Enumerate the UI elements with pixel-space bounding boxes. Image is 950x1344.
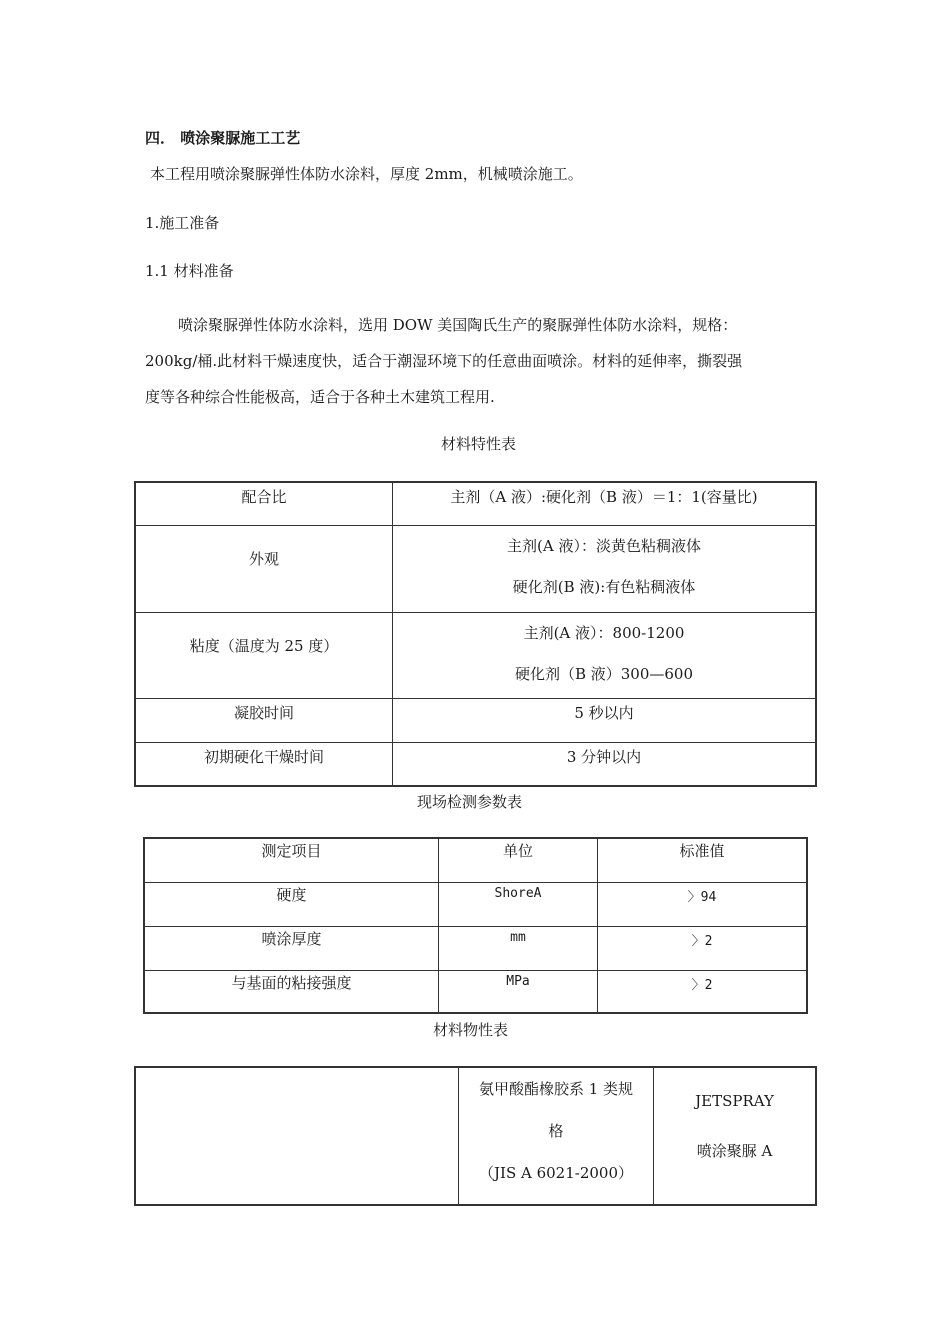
table-cell: 〉2 (598, 926, 808, 970)
table-cell (459, 1067, 654, 1205)
table-cell: 〉94 (598, 882, 808, 926)
table1-caption: 材料特性表 (441, 435, 517, 453)
table-cell: mm (439, 926, 598, 970)
table-row (144, 970, 807, 1013)
paragraph-line-2: 200kg/桶.此材料干燥速度快，适合于潮湿环境下的任意曲面喷涂。材料的延伸率，撕裂强 (145, 352, 743, 370)
material-paragraph (145, 307, 810, 415)
table-header: 单位 (439, 838, 598, 882)
table-cell: 外观 (135, 525, 393, 612)
paragraph-line-1: 喷涂聚脲弹性体防水涂料，选用 DOW 美国陶氏生产的聚脲弹性体防水涂料，规格： (178, 316, 738, 334)
table-header: 标准值 (598, 838, 808, 882)
intro-text: 本工程用喷涂聚脲弹性体防水涂料，厚度 2mm，机械喷涂施工。 (150, 165, 583, 183)
field-test-table (143, 837, 808, 1014)
table-cell: MPa (439, 970, 598, 1013)
table-cell: 〉2 (598, 970, 808, 1013)
cell-line: 喷涂聚脲 A (696, 1142, 773, 1160)
table-row (135, 525, 816, 612)
table-cell (393, 612, 817, 698)
section-1-title: 1.施工准备 (145, 214, 220, 232)
cell-line: 氨甲酸酯橡胶系 1 类规 (478, 1080, 634, 1098)
cell-line: （JIS A 6021-2000） (479, 1164, 633, 1182)
table-row (135, 1067, 816, 1205)
table-cell: 主剂（A 液）:硬化剂（B 液）＝1：1(容量比) (393, 482, 817, 525)
table-row (144, 882, 807, 926)
table-cell (654, 1067, 817, 1205)
table-cell: 凝胶时间 (135, 698, 393, 742)
table-cell: 3 分钟以内 (393, 742, 817, 786)
table-cell: 5 秒以内 (393, 698, 817, 742)
table-row (135, 482, 816, 525)
cell-line: JETSPRAY (695, 1092, 774, 1110)
table3-caption: 材料物性表 (433, 1021, 509, 1039)
paragraph-line-3: 度等各种综合性能极高，适合于各种土木建筑工程用. (145, 388, 495, 406)
table-row (135, 698, 816, 742)
table-cell: ShoreA (439, 882, 598, 926)
table-row (144, 838, 807, 882)
table-cell (393, 525, 817, 612)
table-cell: 粘度（温度为 25 度） (135, 612, 393, 698)
table-cell: 与基面的粘接强度 (144, 970, 439, 1013)
cell-line: 格 (548, 1122, 564, 1140)
table-cell: 初期硬化干燥时间 (135, 742, 393, 786)
cell-line: 硬化剂（B 液）300—600 (514, 664, 694, 683)
section-1-1-title: 1.1 材料准备 (145, 262, 234, 280)
table-row (135, 742, 816, 786)
table-cell: 配合比 (135, 482, 393, 525)
material-properties-table (134, 481, 817, 787)
table-cell: 喷涂厚度 (144, 926, 439, 970)
section-heading: 四． 喷涂聚脲施工工艺 (145, 129, 301, 147)
table-header: 测定项目 (144, 838, 439, 882)
cell-line: 主剂(A 液）：800-1200 (523, 623, 685, 642)
table-row (144, 926, 807, 970)
table-cell: 硬度 (144, 882, 439, 926)
physical-properties-table (134, 1066, 817, 1206)
table2-caption: 现场检测参数表 (417, 793, 523, 811)
table-row (135, 612, 816, 698)
cell-line: 硬化剂(B 液):有色粘稠液体 (512, 577, 696, 596)
table-cell-empty (135, 1067, 459, 1205)
cell-line: 主剂(A 液）：淡黄色粘稠液体 (507, 536, 701, 555)
